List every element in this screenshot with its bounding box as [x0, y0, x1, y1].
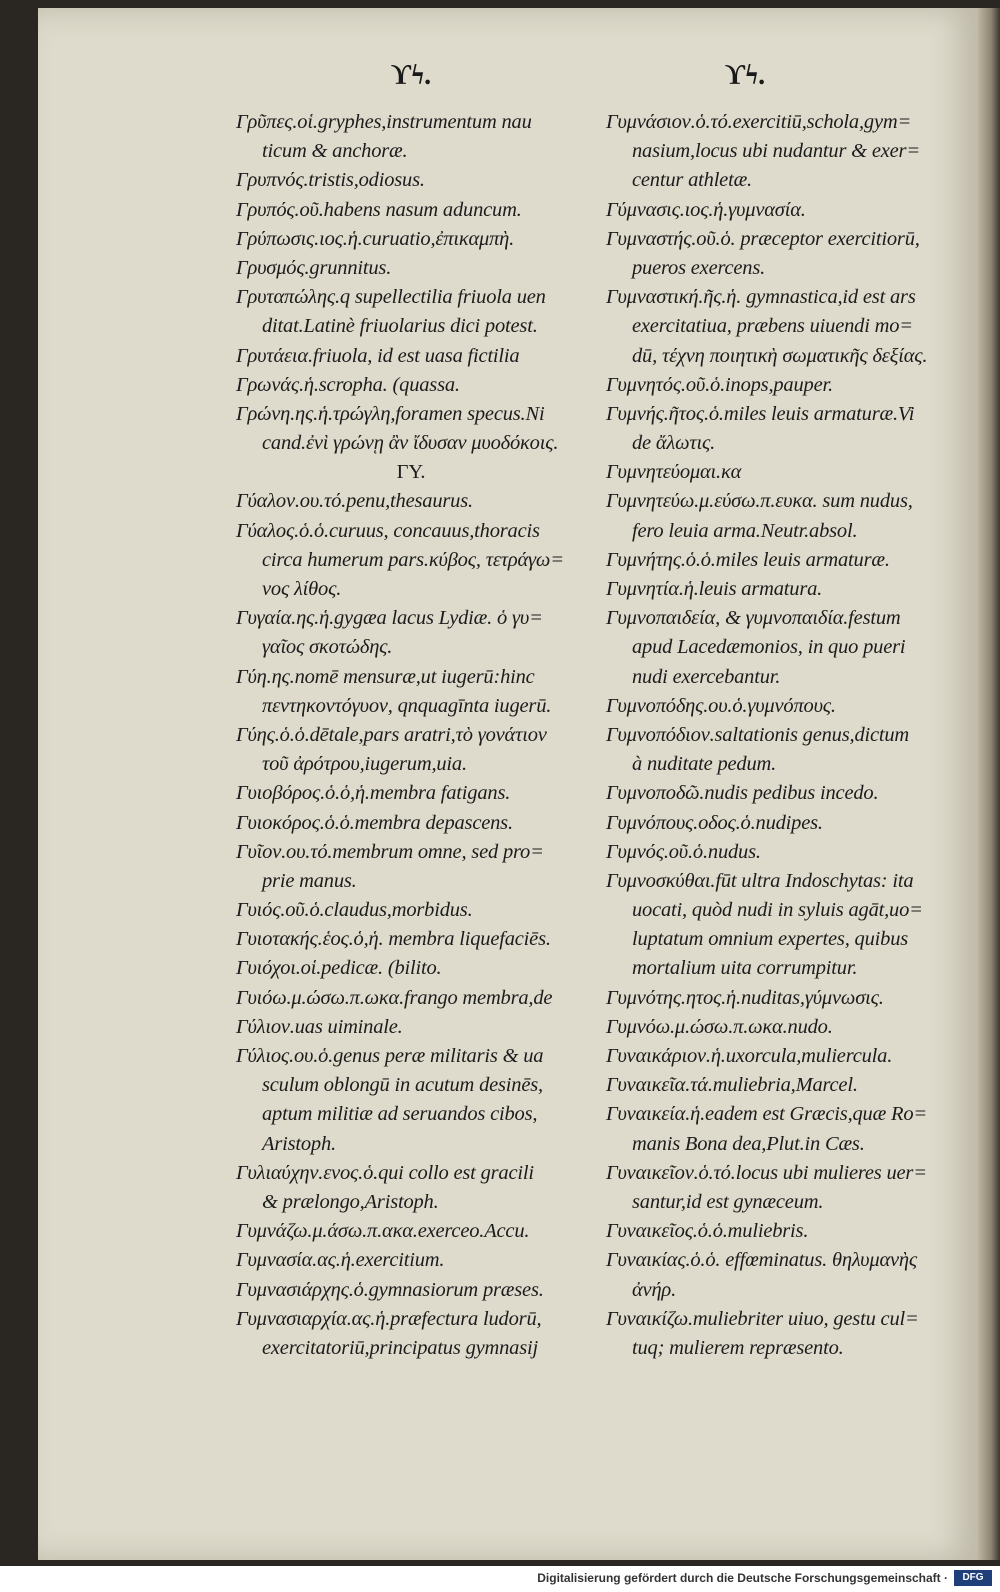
dictionary-line: νος λίθος. — [262, 578, 342, 600]
dictionary-line: santur,id est gynæceum. — [632, 1190, 824, 1213]
dictionary-line: Γυιοτακής.ἑος.ὁ,ἡ. membra liquefaciēs. — [236, 928, 551, 951]
dictionary-line: Γυναικίζω.muliebriter uiuo, gestu cul= — [606, 1307, 919, 1330]
dictionary-line: Γρυπνός.tristis,odiosus. — [236, 169, 425, 192]
dictionary-line: Γυμνόπους.οδος.ὁ.nudipes. — [606, 811, 823, 834]
dictionary-line: Γυμνασιαρχία.ας.ἡ.præfectura ludorū, — [236, 1307, 542, 1330]
dictionary-line: Γυμνοπόδης.ου.ὁ.γυμνόπους. — [606, 694, 836, 717]
dictionary-line: à nuditate pedum. — [632, 753, 777, 776]
dictionary-line: Γυμνοπαιδεία, & γυμνοπαιδία.festum — [606, 607, 901, 630]
dictionary-line: centur athletæ. — [632, 169, 752, 192]
dictionary-line: prie manus. — [262, 869, 357, 892]
dictionary-line: Aristoph. — [262, 1132, 336, 1155]
dictionary-line: circa humerum pars.κύβος, τετράγω= — [262, 548, 564, 571]
dictionary-line: Γρυπός.οῦ.habens nasum aduncum. — [236, 198, 522, 221]
dictionary-line: fero leuia arma.Neutr.absol. — [632, 519, 858, 542]
dictionary-line: Γύαλος.ὁ.ὁ.curuus, concauus,thoracis — [236, 519, 540, 542]
dictionary-line: tuq; mulierem repræsento. — [632, 1336, 844, 1359]
dictionary-line: Γυμνήτης.ὁ.ὁ.miles leuis armaturæ. — [606, 548, 890, 571]
dictionary-line: Γυιόχοι.οἱ.pedicæ. (bilito. — [236, 957, 442, 980]
dictionary-line: Γυναικεία.ἡ.eadem est Græcis,quæ Ro= — [606, 1103, 928, 1126]
dictionary-line: ἀνήρ. — [632, 1278, 676, 1301]
dictionary-line: Γυμνητεύομαι.κα — [606, 461, 742, 484]
dictionary-line: Γυιόω.μ.ώσω.π.ωκα.frango membra,de — [236, 986, 553, 1009]
dictionary-line: Γυγαία.ης.ἡ.gygæa lacus Lydiæ. ὁ γυ= — [236, 607, 543, 630]
dictionary-line: Γυῖον.ου.τό.membrum omne, sed pro= — [236, 840, 544, 863]
dictionary-line: Γυλιαύχην.ενος.ὁ.qui collo est gracili — [236, 1161, 534, 1184]
dictionary-line: Γρωνάς.ἡ.scropha. (quassa. — [236, 373, 460, 396]
dictionary-line: Γυιοβόρος.ὁ.ὁ,ἡ.membra fatigans. — [236, 782, 511, 805]
page-number-left: ϒϟ. — [391, 60, 432, 91]
book-page-edge — [978, 8, 1000, 1560]
dictionary-line: Γυμναστική.ῆς.ἡ. gymnastica,id est ars — [606, 286, 916, 309]
dictionary-line: Γυμνοποδῶ.nudis pedibus incedo. — [606, 782, 879, 805]
dictionary-line: Γυμνητός.οῦ.ὁ.inops,pauper. — [606, 373, 833, 396]
dictionary-line: Γυναικεῖον.ὁ.τό.locus ubi mulieres uer= — [606, 1161, 927, 1184]
dictionary-line: τοῦ ἀρότρου,iugerum,uia. — [262, 753, 467, 776]
dictionary-line: Γρυτάεια.friuola, id est uasa fictilia — [236, 344, 520, 367]
dictionary-line: Γρῦπες.οἱ.gryphes,instrumentum nau — [236, 111, 532, 133]
dictionary-line: Γύμνασις.ιος.ἡ.γυμνασία. — [606, 198, 806, 221]
dictionary-line: Γυμνοσκύθαι.fūt ultra Indoschytas: ita — [606, 869, 914, 892]
dictionary-line: dū, τέχνη ποιητικὴ σωματικῆς δεξίας. — [632, 344, 928, 367]
dictionary-line: Γυμνητεύω.μ.εύσω.π.ευκα. sum nudus, — [606, 490, 913, 513]
dictionary-line: Γυιοκόρος.ὁ.ὁ.membra depascens. — [236, 811, 513, 834]
dictionary-line: Γυιός.οῦ.ὁ.claudus,morbidus. — [236, 899, 473, 922]
dictionary-line: Γυμνότης.ητος.ἡ.nuditas,γύμνωσις. — [606, 986, 884, 1009]
dictionary-line: Γύλιον.uas uiminale. — [236, 1015, 403, 1038]
dictionary-line: uocati, quòd nudi in syluis agāt,uo= — [632, 899, 923, 922]
dictionary-line: sculum oblongū in acutum desinēs, — [262, 1074, 543, 1097]
dictionary-line: ticum & anchoræ. — [262, 140, 408, 163]
dictionary-line: Γυμνοπόδιον.saltationis genus,dictum — [606, 723, 910, 746]
dictionary-line: Γυναικάριον.ἡ.uxorcula,muliercula. — [606, 1045, 893, 1067]
dictionary-line: Γυναικεῖος.ὁ.ὁ.muliebris. — [606, 1220, 809, 1243]
dictionary-line: pueros exercens. — [632, 256, 766, 279]
dictionary-line: manis Bona dea,Plut.in Cæs. — [632, 1132, 865, 1155]
dictionary-line: Γρύπωσις.ιος.ἡ.curuatio,ἐπικαμπὴ. — [236, 227, 515, 250]
dictionary-line: Γρυταπώλης.q supellectilia friuola uen — [236, 286, 546, 309]
dictionary-line: Γρυσμός.grunnitus. — [236, 256, 392, 279]
dictionary-line: Γυμνάζω.μ.άσω.π.ακα.exerceo.Accu. — [236, 1220, 530, 1243]
dictionary-line: cand.ἐνὶ γρώνῃ ἂν ἴδυσαν μυοδόκοις. — [262, 432, 559, 455]
dictionary-line: Γυμνητία.ἡ.leuis armatura. — [606, 578, 823, 600]
dictionary-line: Γυναικεῖα.τά.muliebria,Marcel. — [606, 1074, 858, 1097]
page-number-right: ϒϟ. — [725, 60, 766, 91]
dictionary-line: Γυμνής.ῆτος.ὁ.miles leuis armaturæ.Vi — [606, 402, 915, 425]
dictionary-line: Γυμνόω.μ.ώσω.π.ωκα.nudo. — [606, 1015, 833, 1038]
dictionary-line: exercitatiua, præbens uiuendi mo= — [632, 315, 913, 338]
digitization-footer — [0, 1566, 1000, 1592]
left-text-column — [236, 108, 586, 1363]
dictionary-line: Γυμνασιάρχης.ὁ.gymnasiorum præses. — [236, 1278, 544, 1301]
dictionary-line: γαῖος σκοτώδης. — [262, 636, 393, 659]
funding-credit: Digitalisierung gefördert durch die Deutsche Forschungsgemeinschaft · — [537, 1571, 948, 1585]
section-heading: ΓΥ. — [396, 461, 426, 484]
dictionary-line: Γύλιος.ου.ὁ.genus peræ militaris & ua — [236, 1045, 544, 1067]
dictionary-line: nasium,locus ubi nudantur & exer= — [632, 140, 920, 163]
right-text-column — [606, 108, 951, 1363]
dictionary-line: & prælongo,Aristoph. — [262, 1190, 439, 1213]
dictionary-line: mortalium uita corrumpitur. — [632, 957, 858, 980]
dictionary-line: πεντηκοντόγυον, qnquagīnta iugerū. — [262, 694, 552, 717]
dictionary-line: ditat.Latinè friuolarius dici potest. — [262, 315, 538, 338]
dictionary-line: de ἄλωτις. — [632, 432, 716, 455]
dfg-logo: DFG — [954, 1570, 992, 1586]
dictionary-line: apud Lacedæmonios, in quo pueri — [632, 636, 906, 659]
dictionary-line: Γυμνάσιον.ὁ.τό.exercitiū,schola,gym= — [606, 111, 912, 133]
dictionary-line: Γυμνός.οῦ.ὁ.nudus. — [606, 840, 761, 863]
dictionary-line: nudi exercebantur. — [632, 665, 781, 688]
dictionary-line: aptum militiæ ad seruandos cibos, — [262, 1103, 538, 1126]
dictionary-line: exercitatoriū,principatus gymnasij — [262, 1336, 538, 1359]
dictionary-line: Γύη.ης.nomē mensuræ,ut iugerū:hinc — [236, 665, 535, 688]
dictionary-line: Γυναικίας.ὁ.ὁ. effœminatus. θηλυμανὴς — [606, 1249, 917, 1272]
dictionary-line: Γυμνασία.ας.ἡ.exercitium. — [236, 1249, 445, 1272]
dictionary-line: Γυμναστής.οῦ.ὁ. præceptor exercitiorū, — [606, 227, 920, 250]
dictionary-line: Γύης.ὁ.ὁ.dētale,pars aratri,τὸ γονάτιον — [236, 723, 547, 746]
dictionary-line: Γύαλον.ου.τό.penu,thesaurus. — [236, 490, 473, 513]
dictionary-line: luptatum omnium expertes, quibus — [632, 928, 909, 951]
dictionary-line: Γρώνη.ης.ἡ.τρώγλη,foramen specus.Ni — [236, 402, 545, 425]
